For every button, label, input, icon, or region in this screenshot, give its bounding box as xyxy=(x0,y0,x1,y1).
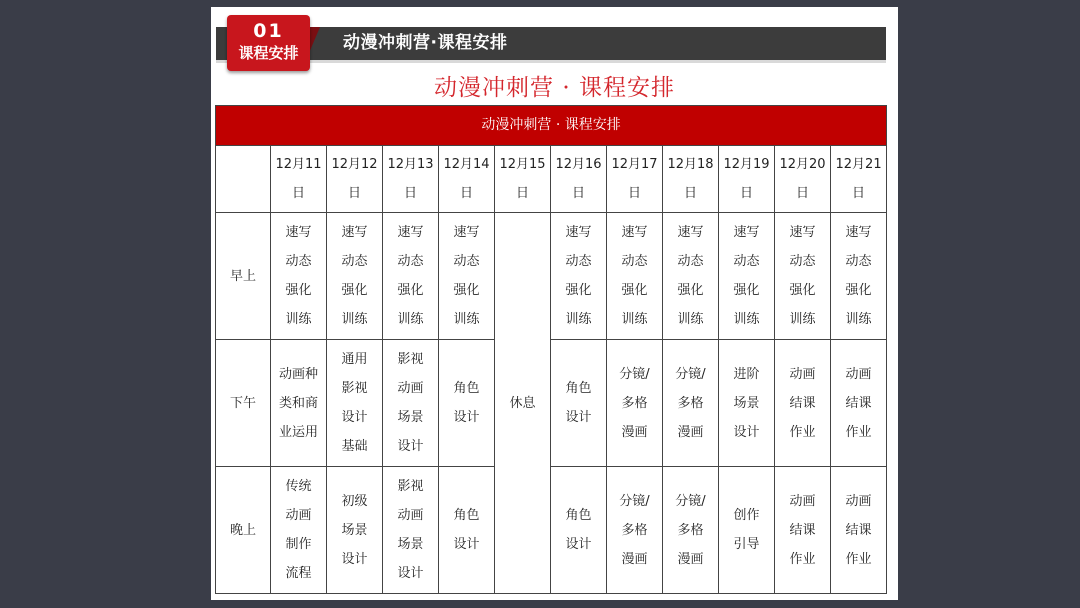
cell-line: 12月13 xyxy=(387,157,434,172)
cell-line: 影视 xyxy=(341,381,368,396)
cell-line: 动态 xyxy=(677,254,704,269)
cell-line: 训练 xyxy=(789,312,816,327)
cell-line: 场景 xyxy=(397,410,424,425)
cell-line: 传统 xyxy=(285,479,312,494)
cell-line: 12月12 xyxy=(331,157,378,172)
cell-line: 作业 xyxy=(845,551,872,567)
cell-line: 强化 xyxy=(845,283,872,298)
section-badge xyxy=(227,15,310,71)
cell-line: 日 xyxy=(627,186,641,201)
cell-line: 初级 xyxy=(341,493,368,509)
cell-line: 设计 xyxy=(397,439,424,454)
cell-line: 分镜/ xyxy=(675,493,706,509)
cell-line: 日 xyxy=(403,186,417,201)
cell-line: 强化 xyxy=(397,283,424,298)
course-cell xyxy=(719,340,775,467)
cell-line: 强化 xyxy=(341,283,368,298)
cell-line: 12月16 xyxy=(555,157,602,172)
header-bar-title: 动漫冲刺营·课程安排 xyxy=(343,33,508,53)
cell-line: 设计 xyxy=(565,410,592,425)
time-slot-label: 下午 xyxy=(216,340,271,467)
cell-line: 多格 xyxy=(621,522,648,538)
cell-line: 漫画 xyxy=(621,551,648,567)
cell-line: 训练 xyxy=(677,312,704,327)
course-cell xyxy=(551,213,607,340)
date-header-cell xyxy=(495,146,551,213)
date-header-cell xyxy=(327,146,383,213)
course-cell xyxy=(439,467,495,594)
cell-line: 速写 xyxy=(621,225,648,240)
cell-line: 强化 xyxy=(453,283,480,298)
cell-line: 强化 xyxy=(733,283,760,298)
course-cell xyxy=(383,213,439,340)
cell-line: 速写 xyxy=(397,225,424,240)
date-header-cell xyxy=(607,146,663,213)
course-cell xyxy=(271,340,327,467)
cell-line: 漫画 xyxy=(677,551,704,567)
cell-line: 速写 xyxy=(845,225,872,240)
page-title: 动漫冲刺营 · 课程安排 xyxy=(434,75,675,101)
course-cell xyxy=(439,340,495,467)
course-cell xyxy=(327,340,383,467)
cell-line: 类和商 xyxy=(278,395,318,411)
cell-line: 强化 xyxy=(789,283,816,298)
course-cell xyxy=(607,467,663,594)
cell-line: 制作 xyxy=(285,537,312,552)
cell-line: 训练 xyxy=(733,312,760,327)
cell-line: 日 xyxy=(347,186,361,201)
cell-line: 多格 xyxy=(621,395,648,411)
date-header-cell xyxy=(719,146,775,213)
cell-line: 动画 xyxy=(845,493,872,509)
date-header-cell xyxy=(271,146,327,213)
cell-line: 场景 xyxy=(733,395,760,411)
date-header-cell xyxy=(551,146,607,213)
time-slot-label: 早上 xyxy=(216,213,271,340)
cell-line: 结课 xyxy=(845,395,872,411)
course-cell xyxy=(663,467,719,594)
cell-line: 速写 xyxy=(453,225,480,240)
cell-line: 影视 xyxy=(397,352,424,367)
cell-line: 动态 xyxy=(565,254,592,269)
course-cell xyxy=(439,213,495,340)
cell-line: 日 xyxy=(291,186,305,201)
cell-line: 动画 xyxy=(285,508,312,523)
badge-number: 01 xyxy=(253,20,284,42)
cell-line: 速写 xyxy=(789,225,816,240)
course-cell xyxy=(831,213,887,340)
course-cell xyxy=(607,213,663,340)
cell-line: 流程 xyxy=(285,566,312,581)
cell-line: 进阶 xyxy=(733,366,760,382)
cell-line: 场景 xyxy=(341,522,368,538)
course-cell xyxy=(551,340,607,467)
date-header-cell xyxy=(663,146,719,213)
course-cell xyxy=(271,213,327,340)
cell-line: 多格 xyxy=(677,522,704,538)
cell-line: 强化 xyxy=(285,283,312,298)
date-header-cell xyxy=(775,146,831,213)
cell-line: 动画 xyxy=(397,508,424,523)
cell-line: 作业 xyxy=(789,424,816,440)
cell-line: 分镜/ xyxy=(619,366,650,382)
course-cell xyxy=(663,213,719,340)
date-header-row xyxy=(216,146,887,213)
slide-page xyxy=(211,7,898,600)
cell-line: 强化 xyxy=(677,283,704,298)
cell-line: 作业 xyxy=(789,551,816,567)
cell-line: 动画 xyxy=(845,366,872,382)
cell-line: 作业 xyxy=(845,424,872,440)
course-cell xyxy=(327,213,383,340)
cell-line: 设计 xyxy=(453,537,480,552)
course-cell xyxy=(607,340,663,467)
cell-line: 训练 xyxy=(621,312,648,327)
cell-line: 动态 xyxy=(453,254,480,269)
cell-line: 动态 xyxy=(733,254,760,269)
cell-line: 日 xyxy=(571,186,585,201)
cell-line: 12月14 xyxy=(443,157,490,172)
cell-line: 业运用 xyxy=(278,424,318,440)
course-cell xyxy=(775,467,831,594)
cell-line: 角色 xyxy=(565,508,592,523)
cell-line: 12月20 xyxy=(779,157,826,172)
cell-line: 角色 xyxy=(453,508,480,523)
cell-line: 分镜/ xyxy=(619,493,650,509)
date-header-cell xyxy=(831,146,887,213)
cell-line: 设计 xyxy=(341,551,368,567)
cell-line: 场景 xyxy=(397,537,424,552)
table-row xyxy=(216,467,887,594)
cell-line: 漫画 xyxy=(621,424,648,440)
course-cell xyxy=(271,467,327,594)
cell-line: 12月11 xyxy=(275,157,322,172)
time-slot-label: 晚上 xyxy=(216,467,271,594)
cell-line: 设计 xyxy=(397,566,424,581)
cell-line: 12月21 xyxy=(835,157,882,172)
cell-line: 分镜/ xyxy=(675,366,706,382)
cell-line: 12月19 xyxy=(723,157,770,172)
cell-line: 训练 xyxy=(285,312,312,327)
cell-line: 动态 xyxy=(397,254,424,269)
course-cell xyxy=(719,467,775,594)
course-cell xyxy=(383,467,439,594)
cell-line: 设计 xyxy=(341,410,368,425)
date-header-cell xyxy=(439,146,495,213)
course-cell xyxy=(775,213,831,340)
cell-line: 动态 xyxy=(845,254,872,269)
cell-line: 日 xyxy=(795,186,809,201)
cell-line: 强化 xyxy=(565,283,592,298)
cell-line: 12月15 xyxy=(499,157,546,172)
cell-line: 设计 xyxy=(733,424,760,440)
cell-line: 动态 xyxy=(341,254,368,269)
course-cell xyxy=(327,467,383,594)
cell-line: 训练 xyxy=(453,312,480,327)
cell-line: 引导 xyxy=(733,537,760,552)
cell-line: 速写 xyxy=(677,225,704,240)
cell-line: 12月17 xyxy=(611,157,658,172)
cell-line: 影视 xyxy=(397,479,424,494)
cell-line: 动画 xyxy=(789,493,816,509)
cell-line: 强化 xyxy=(621,283,648,298)
course-cell xyxy=(719,213,775,340)
course-cell xyxy=(551,467,607,594)
course-cell xyxy=(663,340,719,467)
cell-line: 训练 xyxy=(845,312,872,327)
cell-line: 结课 xyxy=(789,522,816,538)
cell-line: 训练 xyxy=(565,312,592,327)
cell-line: 训练 xyxy=(341,312,368,327)
course-cell xyxy=(383,340,439,467)
cell-line: 结课 xyxy=(845,522,872,538)
table-row xyxy=(216,213,887,340)
cell-line: 设计 xyxy=(453,410,480,425)
table-title-row xyxy=(216,106,887,146)
cell-line: 训练 xyxy=(397,312,424,327)
cell-line: 日 xyxy=(739,186,753,201)
cell-line: 速写 xyxy=(285,225,312,240)
cell-line: 动态 xyxy=(621,254,648,269)
date-header-cell xyxy=(383,146,439,213)
table-title: 动漫冲刺营 · 课程安排 xyxy=(216,106,887,146)
cell-line: 动态 xyxy=(285,254,312,269)
cell-line: 日 xyxy=(852,186,866,201)
cell-line: 日 xyxy=(515,186,529,201)
badge-label: 课程安排 xyxy=(238,44,299,62)
cell-line: 动画 xyxy=(397,381,424,396)
course-cell xyxy=(831,467,887,594)
cell-line: 速写 xyxy=(565,225,592,240)
cell-line: 日 xyxy=(459,186,473,201)
cell-line: 角色 xyxy=(453,381,480,396)
cell-line: 设计 xyxy=(565,537,592,552)
cell-line: 结课 xyxy=(789,395,816,411)
cell-line: 动态 xyxy=(789,254,816,269)
cell-line: 角色 xyxy=(565,381,592,396)
cell-line: 漫画 xyxy=(677,424,704,440)
schedule-table xyxy=(215,105,887,594)
rest-day-cell: 休息 xyxy=(495,213,551,594)
cell-line: 日 xyxy=(683,186,697,201)
cell-line: 12月18 xyxy=(667,157,714,172)
cell-line: 动画 xyxy=(789,366,816,382)
cell-line: 速写 xyxy=(341,225,368,240)
cell-line: 通用 xyxy=(341,352,368,367)
cell-line: 动画种 xyxy=(278,366,318,382)
cell-line: 创作 xyxy=(733,508,760,523)
course-cell xyxy=(775,340,831,467)
course-cell xyxy=(831,340,887,467)
table-row xyxy=(216,340,887,467)
cell-line: 多格 xyxy=(677,395,704,411)
corner-cell xyxy=(216,146,271,213)
cell-line: 基础 xyxy=(341,439,368,454)
cell-line: 速写 xyxy=(733,225,760,240)
